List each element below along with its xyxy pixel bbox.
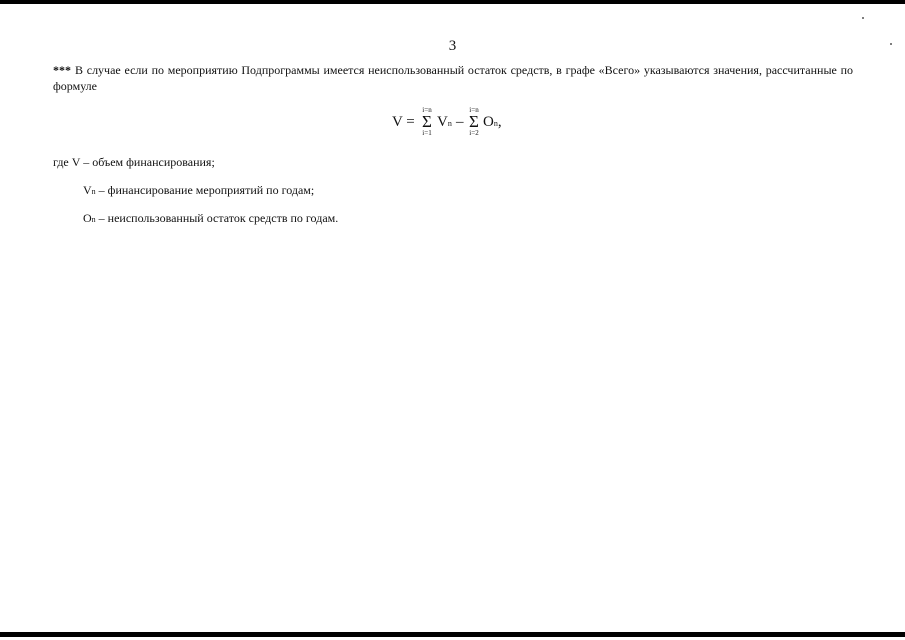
vn-subscript: n bbox=[91, 187, 96, 196]
term-2-base: O bbox=[483, 114, 494, 130]
sum-2-upper-limit: i=n bbox=[469, 106, 479, 114]
term-2-subscript: n bbox=[493, 119, 498, 128]
formula-term-1 bbox=[437, 115, 452, 131]
sum-operator-2 bbox=[467, 106, 481, 137]
sum-1-symbol: Σ bbox=[422, 112, 432, 131]
page-number: 3 bbox=[448, 38, 457, 54]
sum-operator-1 bbox=[420, 106, 434, 137]
term-1-base: V bbox=[437, 114, 448, 130]
top-border-rule bbox=[0, 0, 905, 4]
formula-lhs: V = bbox=[392, 114, 415, 130]
scan-speck bbox=[862, 17, 864, 19]
footnote-text: В случае если по мероприятию Подпрограммы имеется неиспользованный остаток средств, в графе «Всего» указываются значения, рассчитанные по формуле bbox=[53, 63, 853, 93]
sum-2-symbol: Σ bbox=[469, 112, 479, 131]
sum-2-lower-limit: i=2 bbox=[469, 129, 479, 137]
formula-term-2 bbox=[483, 115, 502, 131]
on-description: – неиспользованный остаток средств по годам. bbox=[95, 211, 339, 225]
definition-v: где V – объем финансирования; bbox=[53, 155, 215, 169]
footnote-paragraph bbox=[53, 62, 853, 94]
formula-minus: – bbox=[456, 114, 464, 130]
footnote-marker: *** bbox=[53, 63, 71, 77]
vn-description: – финансирование мероприятий по годам; bbox=[95, 183, 315, 197]
sum-1-upper-limit: i=n bbox=[422, 106, 432, 114]
bottom-border-rule bbox=[0, 632, 905, 637]
on-symbol: O bbox=[83, 211, 92, 225]
on-subscript: n bbox=[91, 215, 96, 224]
vn-symbol: V bbox=[83, 183, 92, 197]
term-1-subscript: n bbox=[447, 119, 452, 128]
sum-1-lower-limit: i=1 bbox=[422, 129, 432, 137]
definition-on bbox=[83, 211, 338, 227]
definition-vn bbox=[83, 183, 314, 199]
formula-end-punctuation: , bbox=[497, 114, 502, 130]
